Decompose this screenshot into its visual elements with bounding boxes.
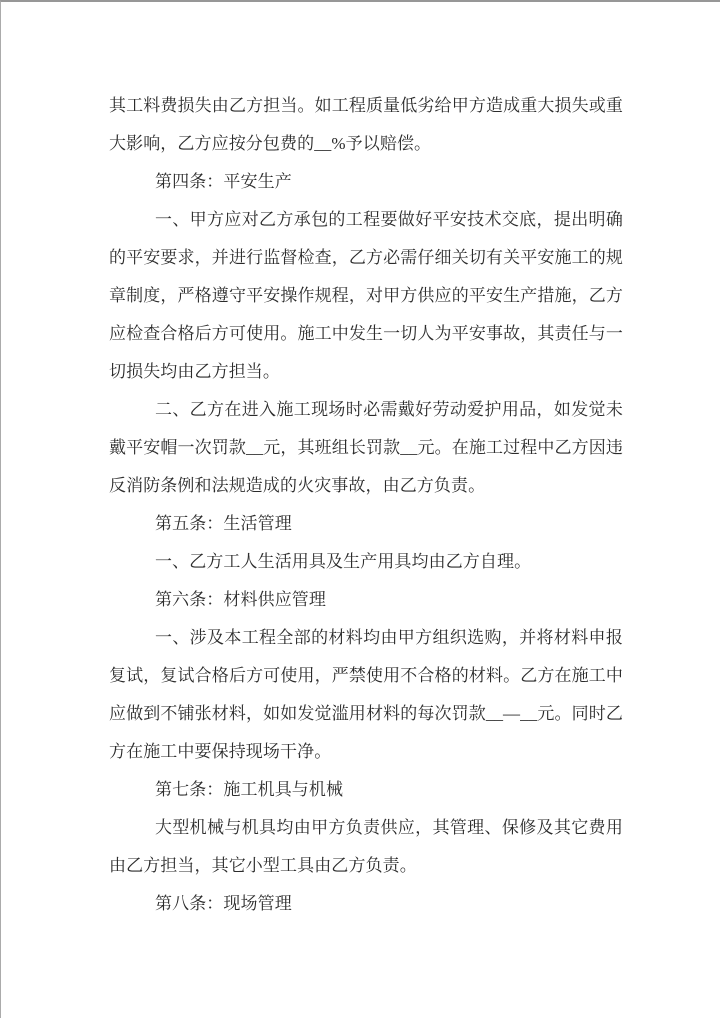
heading-article-5: 第五条：生活管理: [155, 514, 292, 533]
document-body: [1, 2, 720, 923]
heading-article-4: 第四条：平安生产: [155, 172, 292, 191]
paragraph-article-7-body: 大型机械与机具均由甲方负责供应，其管理、保修及其它费用由乙方担当，其它小型工具由乙方负责。: [109, 818, 623, 875]
heading-article-6: 第六条：材料供应管理: [155, 590, 326, 609]
paragraph-article-4-item-2: 二、乙方在进入施工现场时必需戴好劳动爱护用品，如发觉未戴平安帽一次罚款__元，其班组长罚款__元。在施工过程中乙方因违反消防条例和法规造成的火灾事故，由乙方负责。: [109, 400, 623, 495]
heading-article-8: 第八条：现场管理: [155, 894, 292, 913]
paragraph-continuation: 其工料费损失由乙方担当。如工程质量低劣给甲方造成重大损失或重大影响，乙方应按分包费的__%予以赔偿。: [109, 96, 623, 153]
paragraph-article-4-item-1: 一、甲方应对乙方承包的工程要做好平安技术交底，提出明确的平安要求，并进行监督检查，乙方必需仔细关切有关平安施工的规章制度，严格遵守平安操作规程，对甲方供应的平安生产措施，乙方应检查合格后方可使用。施工中发生一切人为平安事故，其责任与一切损失均由乙方担当。: [109, 210, 623, 381]
heading-article-7: 第七条：施工机具与机械: [155, 780, 344, 799]
paragraph-article-6-item-1: 一、涉及本工程全部的材料均由甲方组织选购，并将材料申报复试，复试合格后方可使用，严禁使用不合格的材料。乙方在施工中应做到不铺张材料，如如发觉滥用材料的每次罚款__—__元。同时乙方在施工中要保持现场干净。: [109, 628, 623, 761]
paragraph-article-5-item-1: 一、乙方工人生活用具及生产用具均由乙方自理。: [155, 552, 532, 571]
